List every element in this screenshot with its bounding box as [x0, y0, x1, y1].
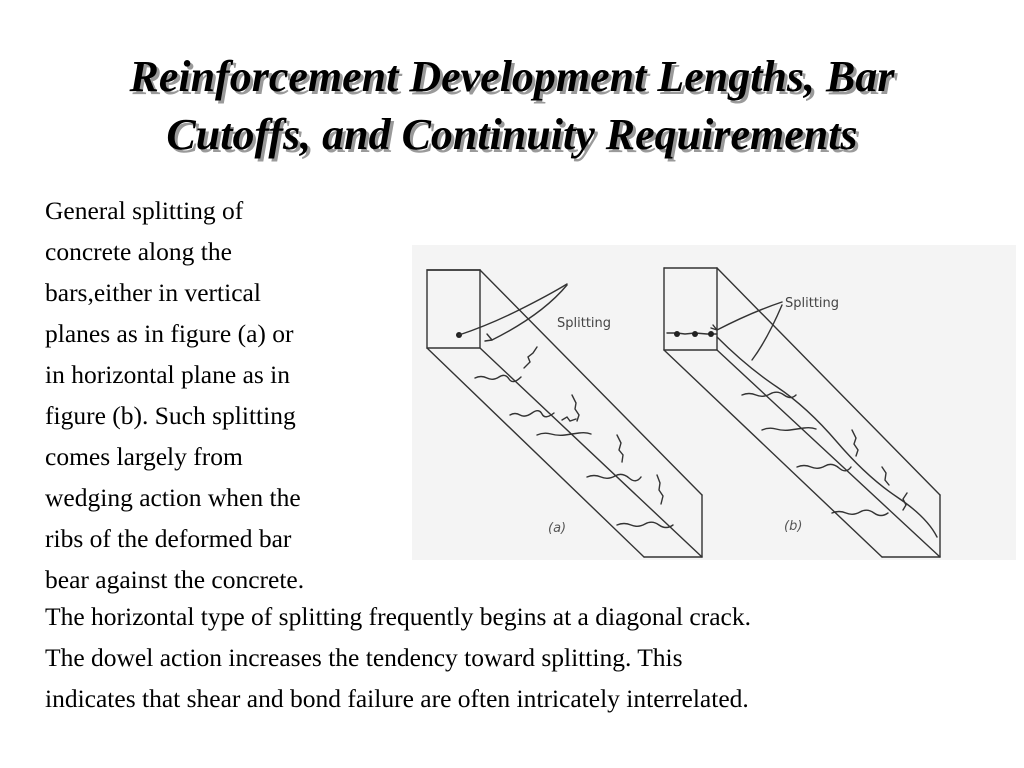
title-line: Cutoffs, and Continuity Requirements: [166, 110, 858, 159]
beam-b: [664, 268, 940, 557]
text-line: indicates that shear and bond failure are often intricately interrelated.: [45, 684, 749, 713]
splitting-label-a: Splitting: [557, 316, 612, 331]
text-line: wedging action when the: [45, 483, 301, 512]
text-line: concrete along the: [45, 237, 232, 266]
splitting-label-b: Splitting: [785, 296, 840, 311]
title-line: Reinforcement Development Lengths, Bar: [129, 52, 895, 101]
caption-a: (a): [548, 521, 567, 536]
text-line: bear against the concrete.: [45, 565, 305, 594]
text-line: General splitting of: [45, 196, 244, 225]
caption-b: (b): [784, 519, 803, 534]
text-line: planes as in figure (a) or: [45, 319, 294, 348]
text-line: The dowel action increases the tendency toward splitting. This: [45, 643, 683, 672]
splitting-figure: [412, 245, 1016, 560]
slide-title: [30, 48, 994, 164]
beam-a: [427, 270, 702, 557]
splitting-diagram: [412, 245, 1016, 560]
side-paragraph: [45, 190, 397, 600]
text-line: ribs of the deformed bar: [45, 524, 292, 553]
text-line: bars,either in vertical: [45, 278, 261, 307]
text-line: The horizontal type of splitting frequently begins at a diagonal crack.: [45, 602, 751, 631]
bottom-paragraph: [45, 596, 1005, 719]
text-line: figure (b). Such splitting: [45, 401, 296, 430]
text-line: comes largely from: [45, 442, 243, 471]
text-line: in horizontal plane as in: [45, 360, 291, 389]
